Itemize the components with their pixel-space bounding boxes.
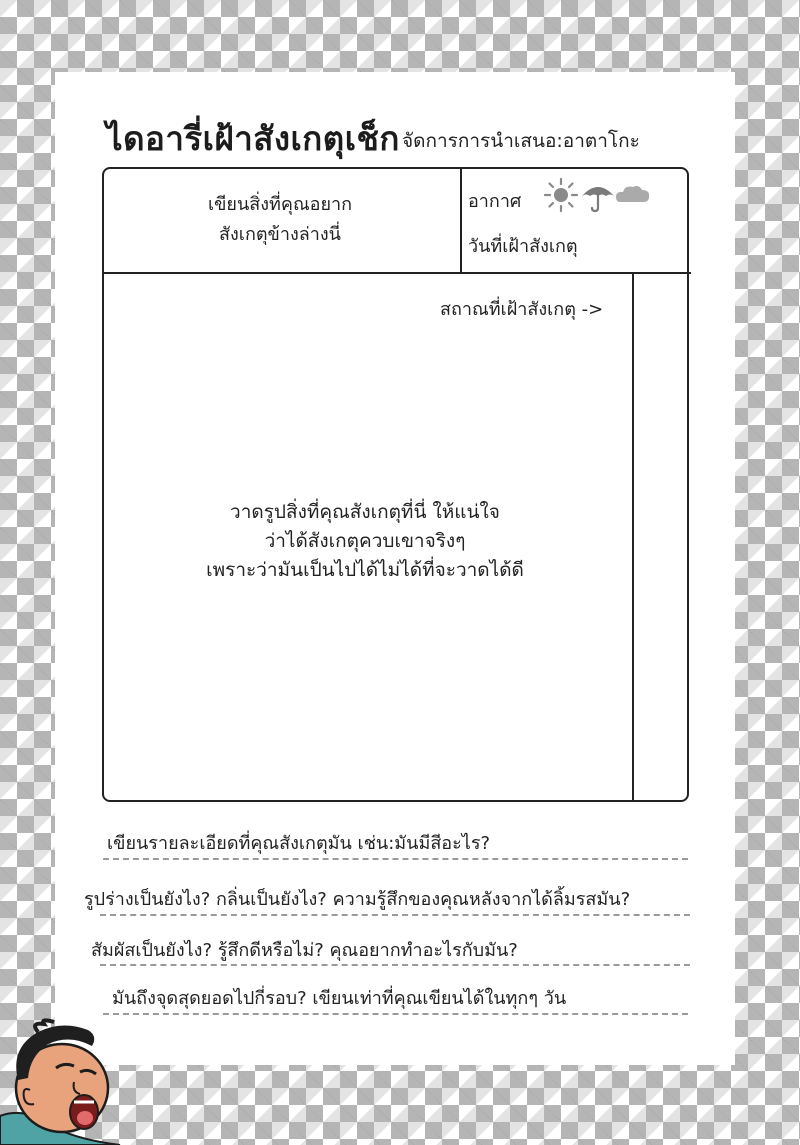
weather-label: อากาศ <box>468 191 522 212</box>
header-divider <box>102 272 691 274</box>
writing-line-4[interactable] <box>103 1013 688 1015</box>
subject-prompt-line-1: เขียนสิ่งที่คุณอยาก <box>207 194 353 215</box>
page-title: ไดอารี่เฝ้าสังเกตุเช็ก <box>106 119 400 158</box>
drawing-instruction-line-1: วาดรูปสิ่งที่คุณสังเกตุที่นี่ ให้แน่ใจ <box>230 501 500 523</box>
cloud-icon[interactable] <box>616 186 649 202</box>
weather-options <box>542 176 654 214</box>
margin-column-divider <box>632 272 634 802</box>
laughing-man-illustration <box>0 1018 135 1145</box>
umbrella-icon[interactable] <box>582 187 614 211</box>
subject-prompt-field[interactable] <box>110 190 450 250</box>
observation-form-frame <box>102 167 689 802</box>
header-column-divider <box>460 167 462 273</box>
drawing-area[interactable] <box>150 498 580 585</box>
question-line-2: รูปร่างเป็นยังไง? กลิ่นเป็นยังไง? ความรู้สึกของคุณหลังจากได้ลิ้มรสมัน? <box>84 889 631 910</box>
sun-icon[interactable] <box>545 179 577 211</box>
question-line-4: มันถึงจุดสุดยอดไปกี่รอบ? เขียนเท่าที่คุณเขียนได้ในทุกๆ วัน <box>112 988 567 1009</box>
writing-line-2[interactable] <box>100 914 690 916</box>
writing-line-3[interactable] <box>100 964 690 966</box>
drawing-instruction-line-3: เพราะว่ามันเป็นไปได้ไม่ได้ที่จะวาดได้ดี <box>206 559 524 581</box>
writing-line-1[interactable] <box>103 858 688 860</box>
drawing-instruction-line-2: ว่าได้สังเกตุควบเขาจริงๆ <box>264 530 466 552</box>
observation-place-label: สถาณที่เฝ้าสังเกตุ -> <box>440 299 604 320</box>
question-line-1: เขียนรายละเอียดที่คุณสังเกตุมัน เช่น:มันมีสีอะไร? <box>107 833 491 854</box>
page-subtitle: จัดการการนำเสนอ:อาตาโกะ <box>402 130 640 152</box>
subject-prompt-line-2: สังเกตุข้างล่างนี่ <box>219 224 341 245</box>
question-line-3: สัมผัสเป็นยังไง? รู้สึกดีหรือไม่? คุณอยากทำอะไรกับมัน? <box>91 940 518 961</box>
observation-date-label: วันที่เฝ้าสังเกตุ <box>468 236 578 257</box>
